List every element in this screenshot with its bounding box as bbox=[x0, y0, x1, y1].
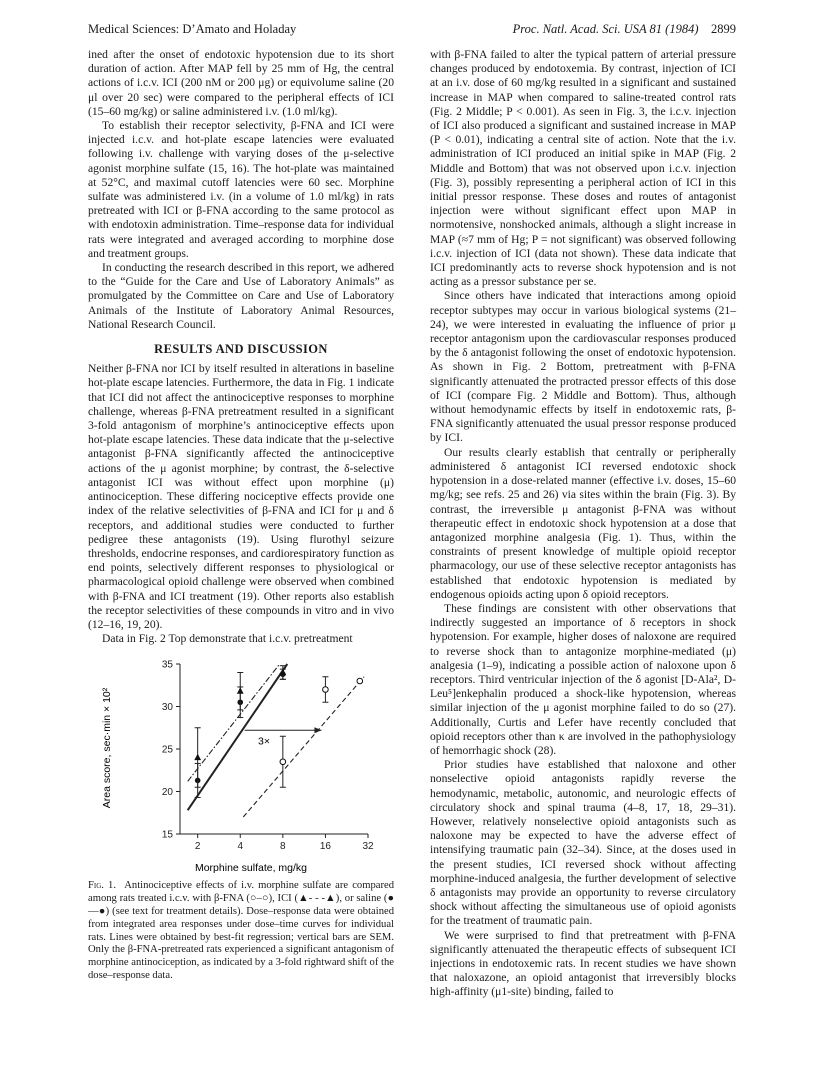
right-paragraph-2: Since others have indicated that interactions among opioid receptor subtypes may occur in various biological systems (21–24), we were interested in evaluating the influence of prior μ receptor antagonism upon the cardiovascular responses produced by the δ antagonist following the onset of endotoxic hypotension. As shown in Fig. 2 Bottom, pretreatment with β-FNA significantly attenuated the protracted pressor effects of this dose of ICI (compare Fig. 2 Middle and Bottom). Thus, although without hemodynamic effects by itself in endotoxemic rats, β-FNA significantly attenuated the usual pressor response produced by ICI. bbox=[430, 289, 736, 445]
y-tick-label: 25 bbox=[161, 744, 173, 756]
header-journal-page bbox=[513, 22, 736, 37]
section-heading-results: RESULTS AND DISCUSSION bbox=[154, 342, 328, 357]
data-point bbox=[194, 754, 201, 760]
left-column bbox=[88, 48, 394, 983]
x-tick-label: 8 bbox=[280, 841, 286, 853]
chart-marks bbox=[188, 664, 364, 817]
header-journal: Proc. Natl. Acad. Sci. USA 81 (1984) bbox=[512, 22, 699, 36]
left-paragraph-5: Data in Fig. 2 Top demonstrate that i.c.v. pretreatment bbox=[102, 632, 353, 646]
right-paragraph-1: with β-FNA failed to alter the typical pattern of arterial pressure changes produced by endotoxemia. By contrast, injection of ICI at an i.v. dose of 60 mg/kg resulted in a significant and sustained increase in MAP when compared to saline-treated control rats (Fig. 2 Middle; P < 0.001). As seen in Fig. 3, the i.c.v. injection of ICI also produced a significant and sustained increase in MAP (P < 0.01), indicating a central site of action. Note that the i.v. administration of ICI produced an initial spike in MAP (Fig. 2 Middle and Bottom) that was not observed upon i.c.v. injection (Fig. 3), possibly representing a peripheral action of ICI in this initial pressor response. These doses and routes of antagonist injection were without significant effect upon MAP in normotensive, nonshocked animals, although a slight increase in MAP (≈7 mm of Hg; P = not significant) was observed following i.c.v. injection of ICI (data not shown). These data indicate that ICI predominantly acts to reverse shock hypotension and is not acting as a pressor substance per se. bbox=[430, 48, 736, 289]
x-tick-label: 16 bbox=[319, 841, 331, 853]
y-tick-label: 20 bbox=[161, 787, 173, 799]
header-section-authors: Medical Sciences: D’Amato and Holaday bbox=[88, 22, 297, 36]
right-paragraph-5: Prior studies have established that naloxone and other nonselective opioid antagonists rapidly reverse the hemodynamic, metabolic, autonomic, and neurologic effects of circulatory shock and spinal trauma (4–8, 17, 18, 29–31). However, relatively nonselective opioid antagonists such as naloxone may be expected to have the adverse effect of intensifying traumatic pain (32–34). Since, at the doses used in the present studies, ICI reversed shock without affecting morphine-induced analgesia, the further development of selective δ antagonists may provide an opportunity to reverse circulatory shock without affecting the simultaneous use of opioid agonists for the treatment of traumatic pain. bbox=[430, 758, 736, 928]
y-tick-label: 15 bbox=[161, 829, 173, 841]
x-tick-label: 4 bbox=[237, 841, 244, 853]
header-page-number: 2899 bbox=[711, 22, 736, 36]
left-paragraph-4: Neither β-FNA nor ICI by itself resulted in alterations in baseline hot-plate escape latencies. Furthermore, the data in Fig. 1 indicate that ICI did not affect the antinociceptive responses to morphine challenge, whereas β-FNA pretreatment resulted in a significant 3-fold antagonism of morphine’s antinociceptive effects upon hot-plate escape latencies. These data indicate that the μ-selective antagonist β-FNA significantly affected the antinociceptive actions of the μ agonist morphine; by contrast, the δ-selective antagonist ICI was without effect upon morphine (μ) antinociception. These differing nociceptive effects provide one index of the relative selectivities of β-FNA and ICI for μ and δ receptors, and additional studies were conducted to further pedigree these antagonists (19). Using flurothyl seizure thresholds, endocrine responses, and cardiorespiratory function as end points, selectively different responses to physiological or pharmacological opioid challenge were observed when combined with β-FNA and ICI treatment (19). Other reports also establish the receptor selectivities of these compounds in vitro and in vivo (12–16, 19, 20). bbox=[88, 362, 394, 631]
right-column bbox=[430, 48, 736, 1000]
shift-arrowhead bbox=[314, 728, 321, 734]
right-paragraph-4: These findings are consistent with other observations that indirectly suggested an importance of δ receptors in shock hypotension. For example, higher doses of naloxone are required to reverse shock than to antagonize morphine-mediated (μ) analgesia (1–9), indicating a possible action of naloxone upon δ receptors. Third ventricular injection of the δ agonist [D-Ala², D-Leu⁵]enkephalin produced a shock-like hypotension, whereas similar injection of the μ agonist morphine failed to do so (27). Additionally, Curtis and Lefer have recently concluded that opioid receptors other than κ are involved in the pathophysiology of hemorrhagic shock (28). bbox=[430, 601, 736, 757]
left-paragraph-2: To establish their receptor selectivity, β-FNA and ICI were injected i.c.v. and hot-plate escape latencies were evaluated following i.v. challenge with varying doses of the μ-selective agonist morphine sulfate (15, 16). The hot-plate was maintained at 52°C, and maximal cutoff latencies were 60 sec. Morphine sulfate was administered i.v. (in a volume of 1.0 ml/kg) in rats pretreated with ICI or β-FNA according to the same protocol as with endotoxin administration. Time–response data for individual rats were integrated and averaged according to morphine dose and treatment groups. bbox=[88, 119, 394, 260]
y-axis-label: Area score, sec·min × 10² bbox=[101, 688, 113, 809]
left-paragraph-1: ined after the onset of endotoxic hypotension due to its short duration of action. After MAP fell by 25 mm of Hg, the central actions of i.c.v. ICI (200 nM or 200 μg) or equivolume saline (20 μl over 20 sec) were compared to the peripheral effects of ICI (15–60 mg/kg) or saline administered i.v. (1.0 ml/kg). bbox=[88, 48, 394, 118]
y-tick-label: 30 bbox=[161, 702, 173, 714]
figure-1-chart bbox=[88, 656, 394, 876]
data-point bbox=[323, 687, 329, 693]
right-paragraph-6: We were surprised to find that pretreatment with β-FNA significantly attenuated the therapeutic effects of subsequent ICI injections in endotoxemic rats. In recent studies we have shown that naloxazone, an opioid antagonist that irreversibly blocks high-affinity (μ1-site) binding, failed to bbox=[430, 928, 736, 999]
data-point bbox=[357, 679, 363, 685]
right-paragraph-3: Our results clearly establish that centrally or peripherally administered δ antagonist ICI reversed endotoxic shock hypotension in a dose-related manner (effective i.v. doses, 15–60 mg/kg; see refs. 25 and 26) via sites within the brain (Fig. 3). By contrast, the irreversible μ antagonist β-FNA was without therapeutic effect in endotoxic shock hypotension at a dose that antagonized morphine analgesia (Fig. 1). Thus, within the constraints of present knowledge of multiple opioid receptor pharmacology, our use of these selective receptor antagonists has established that endotoxic hypotension is mediated by endogenous opioids acting upon δ opioid receptors. bbox=[430, 445, 736, 601]
figure-1-caption bbox=[88, 880, 394, 982]
data-point bbox=[237, 688, 244, 694]
data-point bbox=[279, 669, 286, 675]
data-point bbox=[280, 759, 286, 765]
left-paragraph-3: In conducting the research described in this report, we adhered to the “Guide for the Care and Use of Laboratory Animals” as promulgated by the Committee on Care and Use of Laboratory Animals of the Institute of Laboratory Animal Resources, National Research Council. bbox=[88, 261, 394, 331]
caption-label: Fig. 1. bbox=[88, 880, 116, 892]
shift-annotation: 3× bbox=[258, 735, 270, 748]
regression-line bbox=[188, 664, 280, 781]
y-tick-label: 35 bbox=[161, 659, 173, 671]
regression-line bbox=[188, 664, 288, 810]
x-axis-label: Morphine sulfate, mg/kg bbox=[194, 862, 308, 875]
x-tick-label: 32 bbox=[362, 841, 374, 853]
figure-1 bbox=[88, 656, 394, 876]
series-ici bbox=[188, 664, 287, 787]
running-header bbox=[88, 22, 736, 38]
series-saline bbox=[188, 664, 288, 810]
caption-text: Antinociceptive effects of i.v. morphine sulfate are compared among rats treated i.c.v. with β-FNA (○–○), ICI (▲- - -▲), or saline (●—●) (see text for treatment details). Dose–response data were obtained from integrated area responses under dose–time curves for individual rats. Lines were obtained by best-fit regression; vertical bars are SEM. Only the β-FNA-pretreated rats experienced a significant antagonism of morphine antinociception, as indicated by a 3-fold rightward shift of the dose–response data. bbox=[88, 880, 394, 981]
chart-axes bbox=[162, 660, 374, 853]
x-tick-label: 2 bbox=[194, 841, 201, 853]
